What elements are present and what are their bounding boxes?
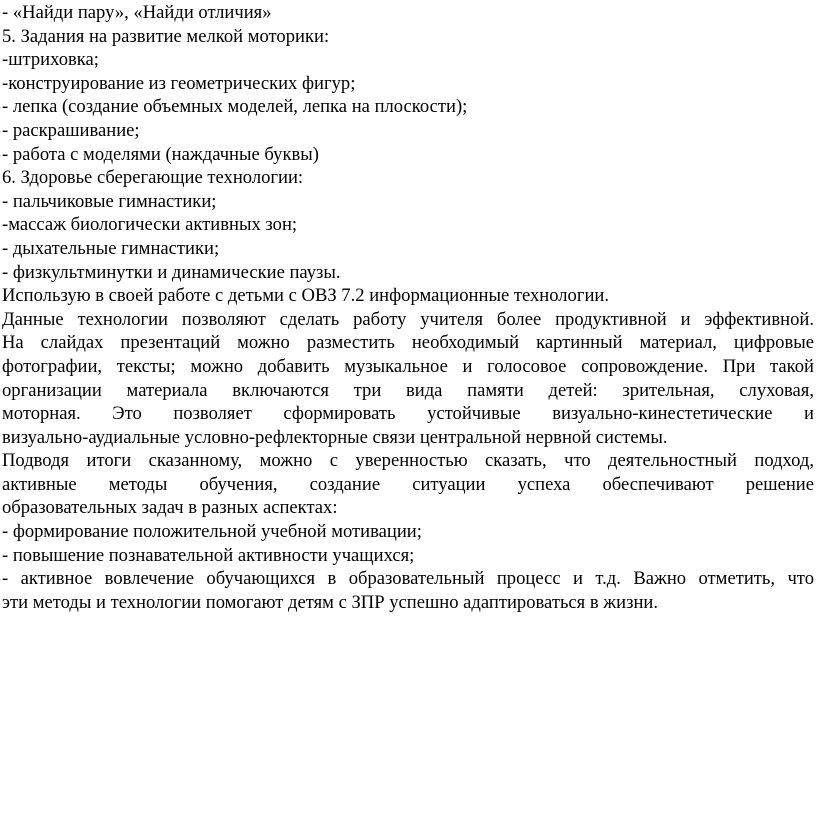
text-line: 5. Задания на развитие мелкой моторики: — [2, 25, 330, 47]
text-line: моторная. Это позволяет сформировать устойчивые визуально-кинестетические и — [2, 403, 814, 425]
text-line: - физкультминутки и динамические паузы. — [2, 261, 341, 283]
text-line: На слайдах презентаций можно разместить необходимый картинный материал, цифровые — [2, 332, 814, 354]
text-line: активные методы обучения, создание ситуации успеха обеспечивают решение — [2, 473, 814, 495]
text-line: - пальчиковые гимнастики; — [2, 190, 217, 212]
text-line: визуально-аудиальные условно-рефлекторные связи центральной нервной системы. — [2, 426, 668, 448]
text-line: Данные технологии позволяют сделать работу учителя более продуктивной и эффективной. — [2, 308, 814, 330]
text-line: - работа с моделями (наждачные буквы) — [2, 143, 319, 165]
text-line: 6. Здоровье сберегающие технологии: — [2, 167, 304, 189]
text-line: - лепка (создание объемных моделей, лепка на плоскости); — [2, 96, 468, 118]
text-line: Использую в своей работе с детьми с ОВЗ 7.2 информационные технологии. — [2, 285, 610, 307]
text-line: - раскрашивание; — [2, 119, 140, 141]
text-line: - активное вовлечение обучающихся в образовательный процесс и т.д. Важно отметить, что — [2, 568, 814, 590]
text-line: -штриховка; — [2, 49, 99, 71]
text-line: фотографии, тексты; можно добавить музыкальное и голосовое сопровождение. При такой — [2, 355, 814, 377]
text-line: -конструирование из геометрических фигур; — [2, 72, 356, 94]
text-line: - дыхательные гимнастики; — [2, 237, 220, 259]
text-line: - повышение познавательной активности учащихся; — [2, 544, 415, 566]
text-line: - формирование положительной учебной мотивации; — [2, 521, 422, 543]
text-line: образовательных задач в разных аспектах: — [2, 497, 338, 519]
text-line: - «Найди пару», «Найди отличия» — [2, 2, 272, 23]
document-body — [2, 1, 814, 614]
text-line: эти методы и технологии помогают детям с ЗПР успешно адаптироваться в жизни. — [2, 591, 658, 613]
text-line: организации материала включаются три вида памяти детей: зрительная, слуховая, — [2, 379, 814, 401]
text-line: Подводя итоги сказанному, можно с уверенностью сказать, что деятельностный подход, — [2, 450, 814, 472]
text-line: -массаж биологически активных зон; — [2, 214, 298, 236]
